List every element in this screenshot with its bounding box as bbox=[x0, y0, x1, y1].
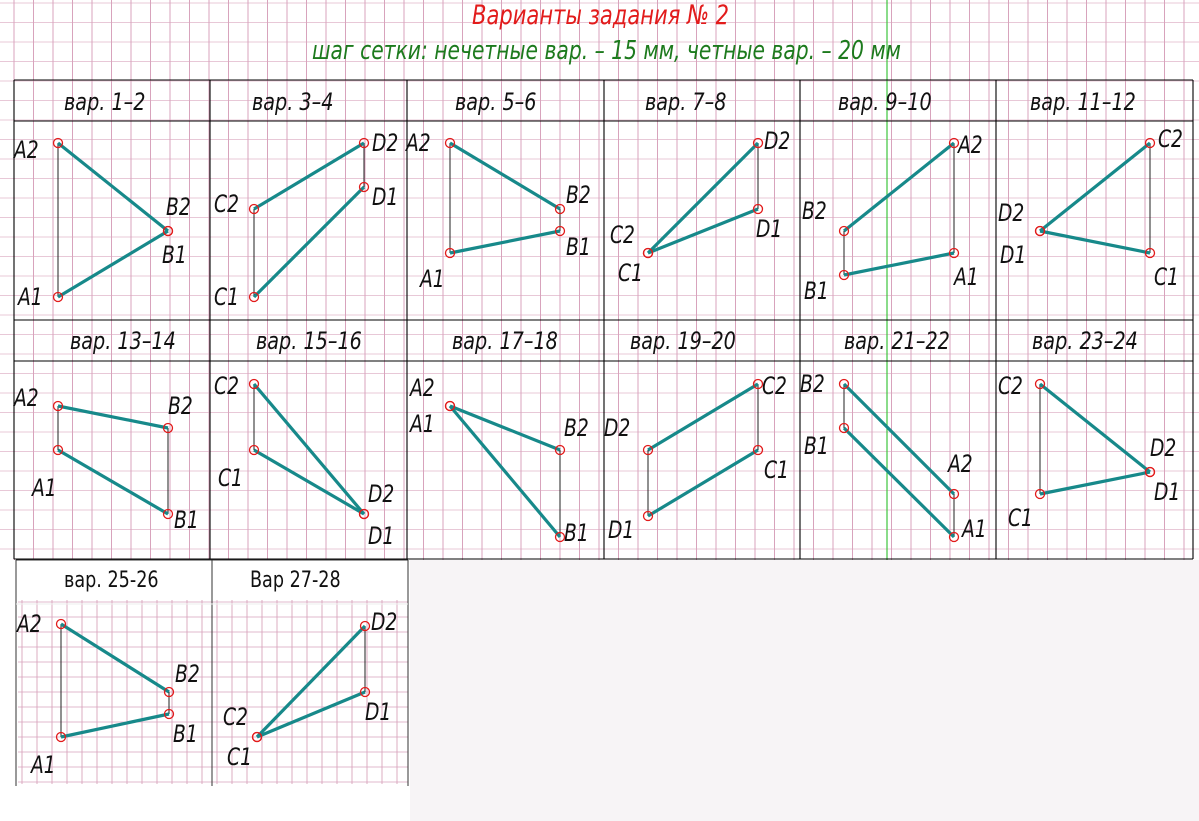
point-label: A2 bbox=[17, 610, 42, 639]
point-label: C1 bbox=[218, 464, 243, 493]
point-label: C1 bbox=[1154, 263, 1179, 292]
segment-horizontal bbox=[254, 187, 364, 297]
variant-label: вар. 5–6 bbox=[455, 89, 537, 117]
point-label: B1 bbox=[161, 241, 187, 270]
variant-label: вар. 23–24 bbox=[1032, 328, 1138, 356]
variant-label: вар. 1–2 bbox=[64, 89, 146, 117]
variant-label: вар. 19–20 bbox=[630, 328, 736, 356]
point-label: B1 bbox=[564, 519, 589, 548]
point-label: A1 bbox=[420, 265, 445, 294]
variant-7 bbox=[12, 328, 198, 535]
variant-label: вар. 9–10 bbox=[838, 89, 932, 117]
segment-horizontal bbox=[1040, 231, 1150, 253]
point-label: D2 bbox=[372, 129, 399, 158]
point-label: D1 bbox=[755, 215, 783, 244]
point-label: C2 bbox=[223, 703, 248, 732]
point-label: C1 bbox=[1008, 504, 1033, 533]
point-label: A2 bbox=[14, 384, 39, 413]
point-label: A2 bbox=[405, 129, 431, 158]
point-label: A2 bbox=[410, 374, 435, 403]
point-label: A1 bbox=[953, 263, 979, 292]
segment-horizontal bbox=[844, 428, 954, 537]
point-label: A2 bbox=[957, 131, 983, 160]
point-label: B1 bbox=[566, 233, 591, 262]
point-label: D1 bbox=[608, 516, 635, 545]
variant-6 bbox=[998, 89, 1183, 292]
point-label: A1 bbox=[962, 515, 987, 544]
point-label: D1 bbox=[372, 183, 399, 212]
point-label: C1 bbox=[213, 283, 239, 312]
segment-frontal bbox=[450, 143, 560, 209]
point-label: C1 bbox=[764, 456, 789, 485]
variant-label: вар. 3–4 bbox=[252, 89, 334, 117]
segment-horizontal bbox=[648, 209, 758, 253]
variant-label: вар. 7–8 bbox=[645, 89, 727, 117]
variant-11 bbox=[800, 328, 987, 544]
segment-frontal bbox=[648, 384, 758, 450]
variant-12 bbox=[998, 328, 1180, 533]
point-label: B2 bbox=[566, 181, 591, 210]
variant-label: Вар 27-28 bbox=[250, 567, 341, 593]
point-label: D2 bbox=[764, 127, 791, 156]
empty-area bbox=[410, 560, 1199, 821]
point-label: B2 bbox=[564, 414, 589, 443]
variant-label: вар. 17–18 bbox=[452, 328, 558, 356]
point-label: B2 bbox=[167, 392, 193, 421]
point-label: C2 bbox=[998, 372, 1023, 401]
point-label: C2 bbox=[609, 221, 635, 250]
point-label: D2 bbox=[1149, 434, 1177, 463]
point-label: A1 bbox=[31, 474, 57, 503]
segment-frontal bbox=[254, 384, 364, 514]
variant-label: вар. 11–12 bbox=[1030, 89, 1136, 117]
point-label: D1 bbox=[1154, 478, 1181, 507]
point-label: A1 bbox=[18, 283, 43, 312]
variants-table bbox=[14, 80, 1193, 559]
point-label: D2 bbox=[604, 414, 631, 443]
point-label: B2 bbox=[802, 197, 827, 226]
point-label: A2 bbox=[947, 450, 973, 479]
point-label: A1 bbox=[410, 410, 435, 439]
variant-label: вар. 21–22 bbox=[844, 328, 950, 356]
point-label: D2 bbox=[371, 608, 398, 637]
variant-label: вар. 25-26 bbox=[64, 567, 159, 593]
point-label: B2 bbox=[800, 370, 825, 399]
segment-horizontal bbox=[450, 406, 560, 537]
point-label: D1 bbox=[368, 522, 395, 551]
variant-label: вар. 15–16 bbox=[256, 328, 362, 356]
variant-label: вар. 13–14 bbox=[70, 328, 176, 356]
point-label: C2 bbox=[1157, 125, 1183, 154]
point-label: D2 bbox=[998, 199, 1025, 228]
segment-frontal bbox=[58, 406, 168, 428]
point-label: B2 bbox=[174, 660, 200, 689]
point-label: C1 bbox=[226, 743, 252, 772]
point-label: C1 bbox=[618, 259, 643, 288]
point-label: B1 bbox=[803, 432, 829, 461]
segment-frontal bbox=[254, 143, 364, 209]
point-label: A1 bbox=[31, 751, 56, 780]
segment-horizontal bbox=[58, 450, 168, 514]
point-label: B1 bbox=[173, 720, 198, 749]
segment-frontal bbox=[1040, 384, 1150, 472]
variant-4 bbox=[610, 89, 790, 288]
point-label: D1 bbox=[365, 698, 392, 727]
point-label: C2 bbox=[761, 372, 787, 401]
segment-horizontal bbox=[254, 450, 364, 514]
page-subtitle: шаг сетки: нечетные вар. – 15 мм, четные вар. – 20 мм bbox=[312, 36, 901, 66]
point-label: B1 bbox=[173, 506, 199, 535]
point-label: C2 bbox=[213, 190, 239, 219]
page-title: Варианты задания № 2 bbox=[472, 0, 730, 31]
segment-horizontal bbox=[58, 231, 168, 297]
point-label: D1 bbox=[999, 241, 1027, 270]
point-label: D2 bbox=[368, 480, 395, 509]
variant-1 bbox=[12, 89, 190, 312]
segment-horizontal bbox=[450, 231, 560, 253]
point-label: C2 bbox=[213, 372, 239, 401]
point-label: B1 bbox=[803, 277, 829, 306]
segment-frontal bbox=[844, 384, 954, 494]
point-label: B2 bbox=[166, 193, 191, 222]
point-label: A2 bbox=[14, 136, 39, 165]
segment-horizontal bbox=[648, 450, 758, 516]
